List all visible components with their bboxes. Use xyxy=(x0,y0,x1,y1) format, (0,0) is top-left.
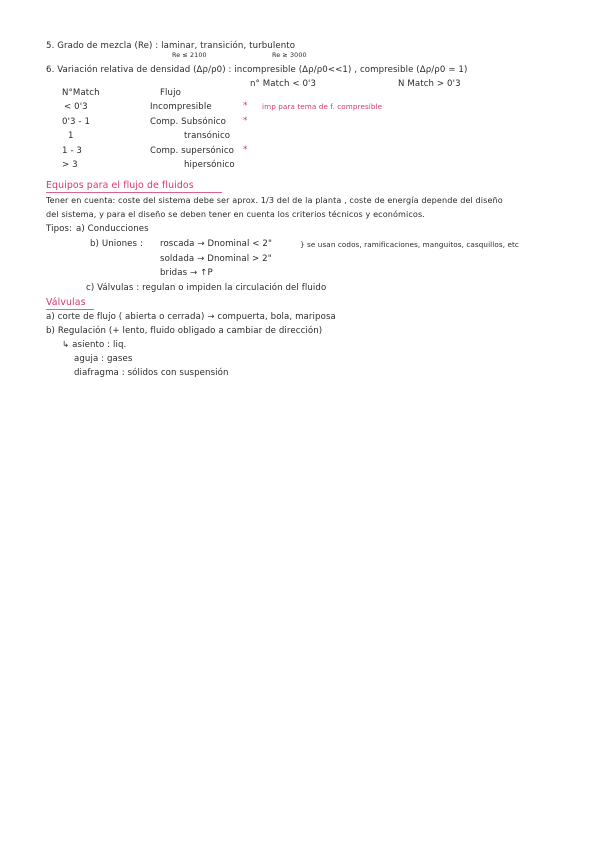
valvulas-regulacion: b) Regulación (+ lento, fluido obligado a cambiar de dirección) xyxy=(46,326,323,336)
pink-asterisk-icon: * xyxy=(243,145,248,155)
table-row-flujo: hipersónico xyxy=(184,160,235,170)
tipos-label: Tipos: xyxy=(46,224,73,234)
pink-asterisk-icon: * xyxy=(243,116,248,126)
valvulas-corte-flujo: a) corte de flujo ( abierta o cerrada) → compuerta, bola, mariposa xyxy=(46,312,336,322)
item-5-grado-mezcla: 5. Grado de mezcla (Re) : laminar, transición, turbulento xyxy=(46,41,296,51)
union-roscada: roscada → Dnominal < 2" xyxy=(160,239,273,249)
table-header-mach: N°Match xyxy=(62,88,100,98)
section-title-equipos: Equipos para el flujo de fluidos xyxy=(46,180,194,191)
tipo-a-conducciones: a) Conducciones xyxy=(76,224,149,234)
table-row-mach: 0'3 - 1 xyxy=(62,117,91,127)
pink-asterisk-icon: * xyxy=(243,101,248,111)
title-underline xyxy=(46,309,94,310)
valvula-aguja: aguja : gases xyxy=(74,354,133,364)
re-laminar-limit: Re ≤ 2100 xyxy=(172,51,207,59)
table-note-compresible: imp para tema de f. compresible xyxy=(262,102,383,111)
valvula-asiento: ↳ asiento : liq. xyxy=(62,340,127,350)
tipo-c-valvulas: c) Válvulas : regulan o impiden la circulación del fluido xyxy=(86,283,327,293)
section-title-valvulas: Válvulas xyxy=(46,297,86,308)
table-row-flujo: Incompresible xyxy=(150,102,212,112)
table-row-mach: > 3 xyxy=(62,160,78,170)
mach-compresible: N Match > 0'3 xyxy=(398,79,461,89)
item-6-variacion-densidad: 6. Variación relativa de densidad (Δρ/ρ0) : incompresible (Δρ/ρ0<<1) , compresible (Δρ/ρ0 ≃ 1) xyxy=(46,65,468,75)
equipos-line-2: del sistema, y para el diseño se deben tener en cuenta los criterios técnicos y económicos. xyxy=(46,209,425,219)
valvula-diafragma: diafragma : sólidos con suspensión xyxy=(74,368,229,378)
union-roscada-note: } se usan codos, ramificaciones, manguitos, casquillos, etc xyxy=(300,240,519,249)
union-soldada: soldada → Dnominal > 2" xyxy=(160,254,272,264)
table-row-flujo: Comp. Subsónico xyxy=(150,117,226,127)
union-bridas: bridas → ↑P xyxy=(160,268,213,278)
equipos-line-1: Tener en cuenta: coste del sistema debe ser aprox. 1/3 del de la planta , coste de energía depende del diseño xyxy=(46,195,503,205)
mach-incompresible: n° Match < 0'3 xyxy=(250,79,317,89)
table-row-flujo: transónico xyxy=(184,131,231,141)
table-header-flujo: Flujo xyxy=(160,88,181,98)
table-row-mach: < 0'3 xyxy=(64,102,88,112)
table-row-mach: 1 xyxy=(68,131,74,141)
tipo-b-uniones: b) Uniones : xyxy=(90,239,143,249)
title-underline xyxy=(46,192,222,193)
re-turbulent-limit: Re ≥ 3000 xyxy=(272,51,307,59)
table-row-mach: 1 - 3 xyxy=(62,146,82,156)
table-row-flujo: Comp. supersónico xyxy=(150,146,234,156)
